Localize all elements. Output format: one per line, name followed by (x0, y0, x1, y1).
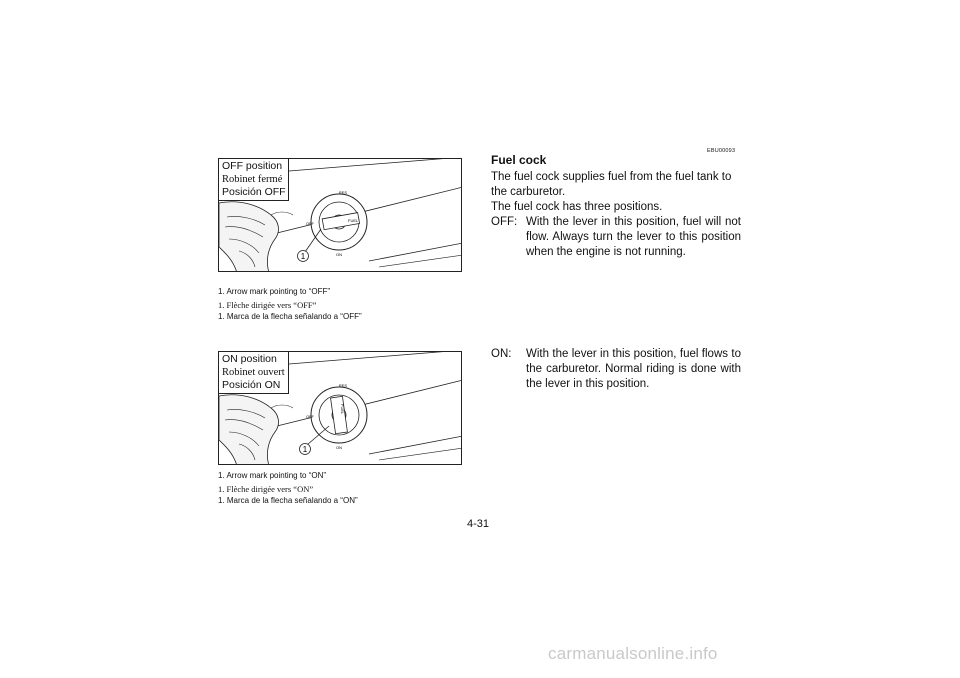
caption-french: 1. Flèche dirigée vers “ON” (218, 483, 314, 494)
caption-french: 1. Flèche dirigée vers “OFF” (218, 299, 317, 310)
dial-off-text: OFF (306, 221, 314, 226)
page-number: 4-31 (467, 518, 490, 530)
label-english: ON position (222, 353, 277, 365)
dial-res-text: RES (338, 383, 348, 388)
off-term: OFF: (491, 216, 518, 228)
label-spanish: Posición OFF (222, 186, 286, 198)
label-english: OFF position (222, 160, 283, 172)
dial-res-text: RES (338, 190, 348, 195)
on-description: With the lever in this position, fuel flows to the carburetor. Normal riding is done with the lever in this position. (526, 348, 741, 390)
off-description: With the lever in this position, fuel will not flow. Always turn the lever to this position when the engine is not running. (526, 216, 741, 258)
dial-on-text: ON (336, 445, 342, 450)
on-definition (491, 347, 741, 392)
figure-caption-on (218, 470, 358, 508)
intro-paragraph (491, 170, 739, 215)
on-term: ON: (491, 348, 512, 360)
caption-spanish: 1. Marca de la flecha señalando a “ON” (218, 496, 358, 505)
dial-off-text: OFF (306, 414, 314, 419)
callout-number: 1 (300, 252, 306, 261)
dial-fuel-text: FUEL (340, 404, 345, 415)
positions-sentence: The fuel cock has three positions. (491, 201, 663, 213)
figure-label-box (219, 352, 289, 394)
callout-number: 1 (302, 445, 308, 454)
fuel-cock-off-illustration (218, 158, 462, 272)
fuel-cock-on-illustration (218, 351, 462, 465)
caption-spanish: 1. Marca de la flecha señalando a “OFF” (218, 312, 362, 321)
section-heading: Fuel cock (491, 153, 547, 167)
dial-fuel-text: FUEL (348, 218, 359, 223)
label-french: Robinet ouvert (222, 367, 285, 378)
caption-english: 1. Arrow mark pointing to “OFF” (218, 287, 331, 296)
caption-english: 1. Arrow mark pointing to “ON” (218, 471, 327, 480)
dial-on-text: ON (336, 252, 342, 257)
watermark: carmanualsonline.info (548, 644, 718, 663)
label-spanish: Posición ON (222, 379, 281, 391)
label-french: Robinet fermé (222, 174, 283, 185)
section-code: EBU00093 (707, 148, 736, 154)
figure-caption-off (218, 286, 362, 324)
figure-label-box (219, 159, 289, 201)
off-definition (491, 215, 741, 260)
intro-sentence: The fuel cock supplies fuel from the fuel tank to the carburetor. (491, 171, 732, 198)
